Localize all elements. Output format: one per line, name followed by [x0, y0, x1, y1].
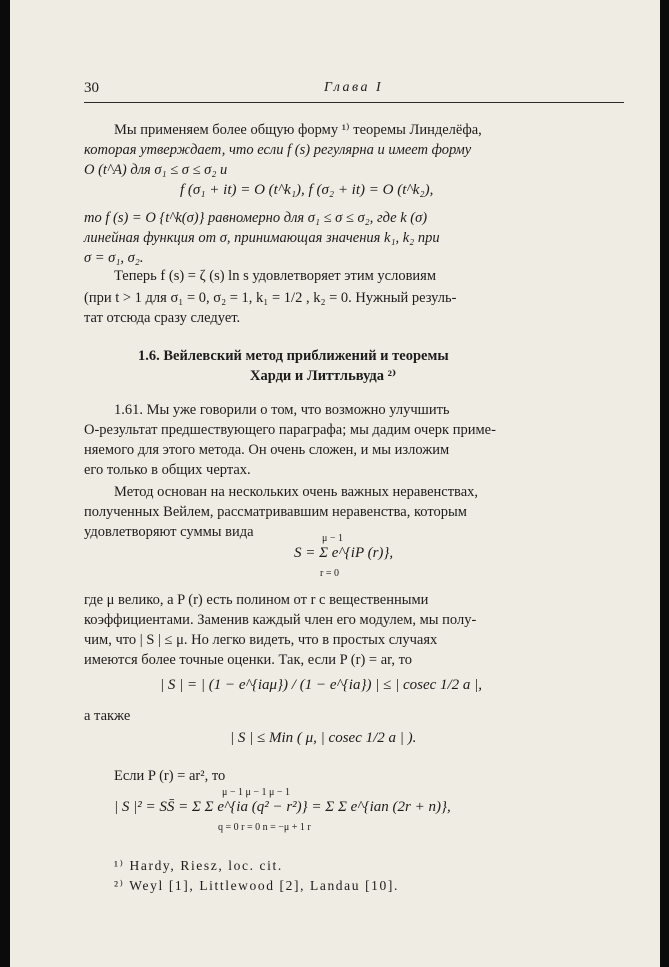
- section-title: 1.6. Вейлевский метод приближений и теоремы: [138, 348, 449, 364]
- paragraph-line: σ = σ₁, σ₂.: [84, 250, 144, 266]
- paragraph-line: где μ велико, а P (r) есть полином от r с вещественными: [84, 592, 429, 608]
- paragraph-line: коэффициентами. Заменив каждый член его модулем, мы полу-: [84, 612, 477, 628]
- chapter-title: Глава I: [324, 80, 384, 95]
- paragraph-line: полученных Вейлем, рассматривавшим неравенства, которым: [84, 504, 467, 520]
- sum-upper-limit: μ − 1: [322, 533, 344, 544]
- equation-linear-case: | S | = | (1 − e^{iaμ}) / (1 − e^{ia}) | ≤ | cosec 1/2 a |,: [160, 677, 483, 693]
- paragraph-line: удовлетворяют суммы вида: [84, 524, 254, 540]
- paragraph-line: имеются более точные оценки. Так, если P (r) = ar, то: [84, 652, 413, 668]
- paragraph-line: его только в общих чертах.: [84, 462, 251, 478]
- paragraph-line: Если P (r) = ar², то: [114, 768, 226, 784]
- paragraph-line: Теперь f (s) = ζ (s) ln s удовлетворяет этим условиям: [114, 268, 437, 284]
- paragraph-line: то f (s) = O {t^k(σ)} равномерно для σ₁ ≤ σ ≤ σ₂, где k (σ): [84, 210, 428, 226]
- footnote-1: ¹⁾ Hardy, Riesz, loc. cit.: [114, 858, 283, 873]
- paragraph-line: 1.61. Мы уже говорили о том, что возможно улучшить: [114, 402, 450, 418]
- section-title: Харди и Литтльвуда ²⁾: [250, 368, 397, 384]
- page-header: [84, 80, 624, 103]
- paragraph-line: Мы применяем более общую форму ¹⁾ теоремы Линделёфа,: [114, 122, 482, 138]
- sum-lower-limit: r = 0: [320, 568, 339, 579]
- paragraph-line: линейная функция от σ, принимающая значения k₁, k₂ при: [84, 230, 440, 246]
- equation-quadratic-case: | S |² = SS̄ = Σ Σ e^{ia (q² − r²)} = Σ Σ e^{ian (2r + n)},: [114, 799, 451, 815]
- paragraph-line: Метод основан на нескольких очень важных неравенствах,: [114, 484, 479, 500]
- paragraph-line: няемого для этого метода. Он очень сложен, и мы изложим: [84, 442, 450, 458]
- footnote-2: ²⁾ Weyl [1], Littlewood [2], Landau [10].: [114, 878, 399, 893]
- equation-weyl-sum: S = Σ e^{iP (r)},: [294, 545, 394, 561]
- paragraph-line: (при t > 1 для σ₁ = 0, σ₂ = 1, k₁ = 1/2 , k₂ = 0. Нужный резуль-: [84, 290, 457, 306]
- paragraph-line: чим, что | S | ≤ μ. Но легко видеть, что в простых случаях: [84, 632, 438, 648]
- paragraph-line: а также: [84, 708, 131, 724]
- sum-lower-limits: q = 0 r = 0 n = −μ + 1 r: [218, 822, 311, 833]
- sum-upper-limits: μ − 1 μ − 1 μ − 1: [222, 787, 291, 798]
- page-number: 30: [84, 80, 99, 96]
- paragraph-line: тат отсюда сразу следует.: [84, 310, 241, 326]
- equation-min-bound: | S | ≤ Min ( μ, | cosec 1/2 a | ).: [230, 730, 417, 746]
- book-page: [10, 0, 660, 967]
- paragraph-line: которая утверждает, что если f (s) регулярна и имеет форму: [84, 142, 472, 158]
- paragraph-line: O (t^A) для σ₁ ≤ σ ≤ σ₂ и: [84, 162, 228, 178]
- equation-lindelof: f (σ₁ + it) = O (t^k₁), f (σ₂ + it) = O (t^k₂),: [180, 182, 434, 198]
- paragraph-line: O-результат предшествующего параграфа; мы дадим очерк приме-: [84, 422, 496, 438]
